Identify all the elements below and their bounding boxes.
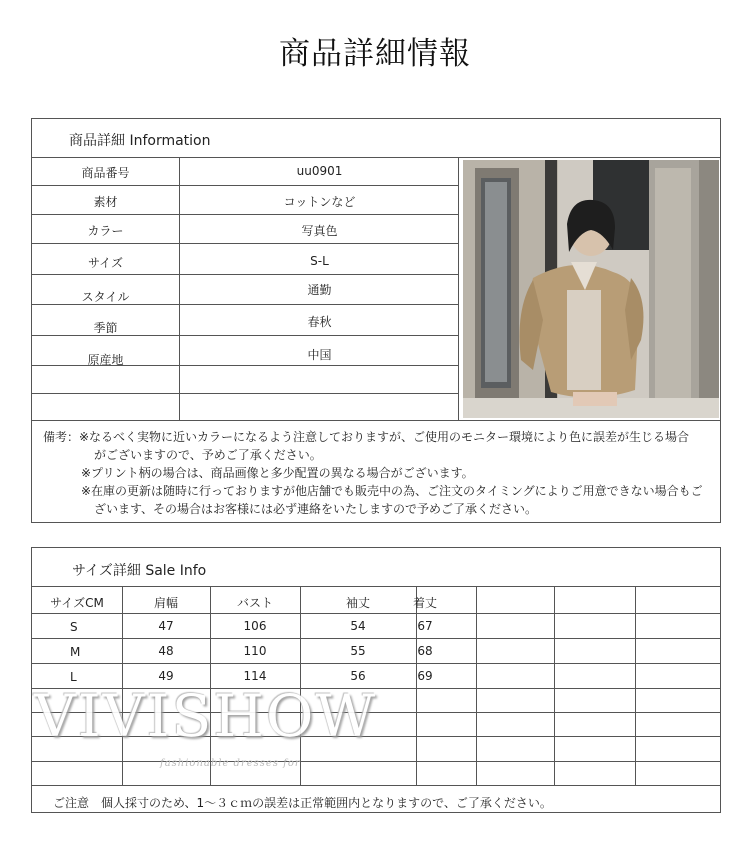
detail-label: サイズ [87, 256, 124, 270]
size-cell: 67 [417, 619, 433, 633]
grid-line [32, 613, 720, 614]
size-cell: 68 [417, 644, 433, 658]
notes [43, 428, 713, 518]
detail-value: コットンなど [283, 195, 356, 209]
detail-row [32, 186, 459, 215]
detail-row [32, 157, 459, 186]
size-cell: S [70, 620, 78, 634]
size-cell: 47 [158, 619, 174, 633]
detail-value: 中国 [307, 348, 332, 362]
size-cell: 48 [158, 644, 174, 658]
watermark-tagline: fashionable dresses for [160, 758, 301, 769]
size-cell: 55 [350, 644, 366, 658]
detail-row [32, 275, 459, 305]
details-heading-row [32, 119, 720, 158]
detail-label: 素材 [93, 195, 118, 209]
detail-label: 商品番号 [81, 166, 130, 180]
size-cell: 114 [243, 669, 267, 683]
detail-row [32, 215, 459, 244]
grid-line [32, 638, 720, 639]
grid-line [635, 586, 636, 786]
grid-line [32, 785, 720, 786]
detail-label: 季節 [93, 321, 118, 335]
note-line: ※在庫の更新は随時に行っておりますが他店舗でも販売中の為、ご注文のタイミングによりご用意できない場合もご [81, 484, 703, 498]
size-col-header: バスト [236, 596, 273, 610]
page-title: 商品詳細情報 [279, 36, 471, 72]
note-line: 備考：※なるべく実物に近いカラーになるよう注意しておりますが、ご使用のモニター環境により色に誤差が生じる場合 [43, 430, 690, 444]
product-photo [463, 160, 719, 418]
detail-row-empty [32, 394, 459, 420]
size-heading-row [32, 548, 720, 587]
details-divider [179, 157, 180, 420]
detail-value: 春秋 [307, 315, 332, 329]
note-line: ※プリント柄の場合は、商品画像と多少配置の異なる場合がございます。 [81, 466, 474, 480]
note-line: ざいます、その場合はお客様には必ず連絡をいたしますので予めご了承ください。 [94, 502, 538, 516]
grid-line [476, 586, 477, 786]
size-cell: 49 [158, 669, 174, 683]
size-info-table [31, 547, 721, 813]
size-cell: M [70, 645, 81, 659]
detail-row [32, 336, 459, 366]
size-col-header: サイズCM [50, 596, 104, 610]
detail-row [32, 305, 459, 336]
details-divider [458, 157, 459, 420]
size-footnote: ご注意 個人採寸のため、1～３ｃｍの誤差は正常範囲内となりますので、ご了承ください。 [53, 796, 552, 810]
detail-label: カラー [87, 224, 124, 238]
details-heading: 商品詳細 Information [69, 133, 211, 149]
detail-label: 原産地 [87, 353, 124, 367]
size-cell: L [70, 670, 77, 684]
detail-value: 写真色 [301, 224, 338, 238]
grid-line [416, 586, 417, 786]
detail-value: 通勤 [307, 283, 332, 297]
detail-row-empty [32, 366, 459, 394]
detail-row [32, 244, 459, 275]
size-cell: 56 [350, 669, 366, 683]
size-col-header: 肩幅 [153, 596, 178, 610]
watermark-logo: VIVISHOW [34, 682, 378, 750]
detail-label: スタイル [81, 290, 130, 304]
size-cell: 69 [417, 669, 433, 683]
note-line: がございますので、予めご了承ください。 [94, 448, 322, 462]
grid-line [554, 586, 555, 786]
size-cell: 54 [350, 619, 366, 633]
size-cell: 106 [243, 619, 267, 633]
size-cell: 110 [243, 644, 267, 658]
size-col-header: 袖丈 [345, 596, 370, 610]
notes-divider [32, 420, 720, 421]
product-details-table [31, 118, 721, 523]
grid-line [32, 663, 720, 664]
size-heading: サイズ詳細 Sale Info [72, 563, 207, 579]
size-col-header: 着丈 [412, 596, 437, 610]
grid-line [32, 761, 720, 762]
detail-value: S-L [310, 254, 329, 268]
detail-value: uu0901 [296, 164, 343, 178]
